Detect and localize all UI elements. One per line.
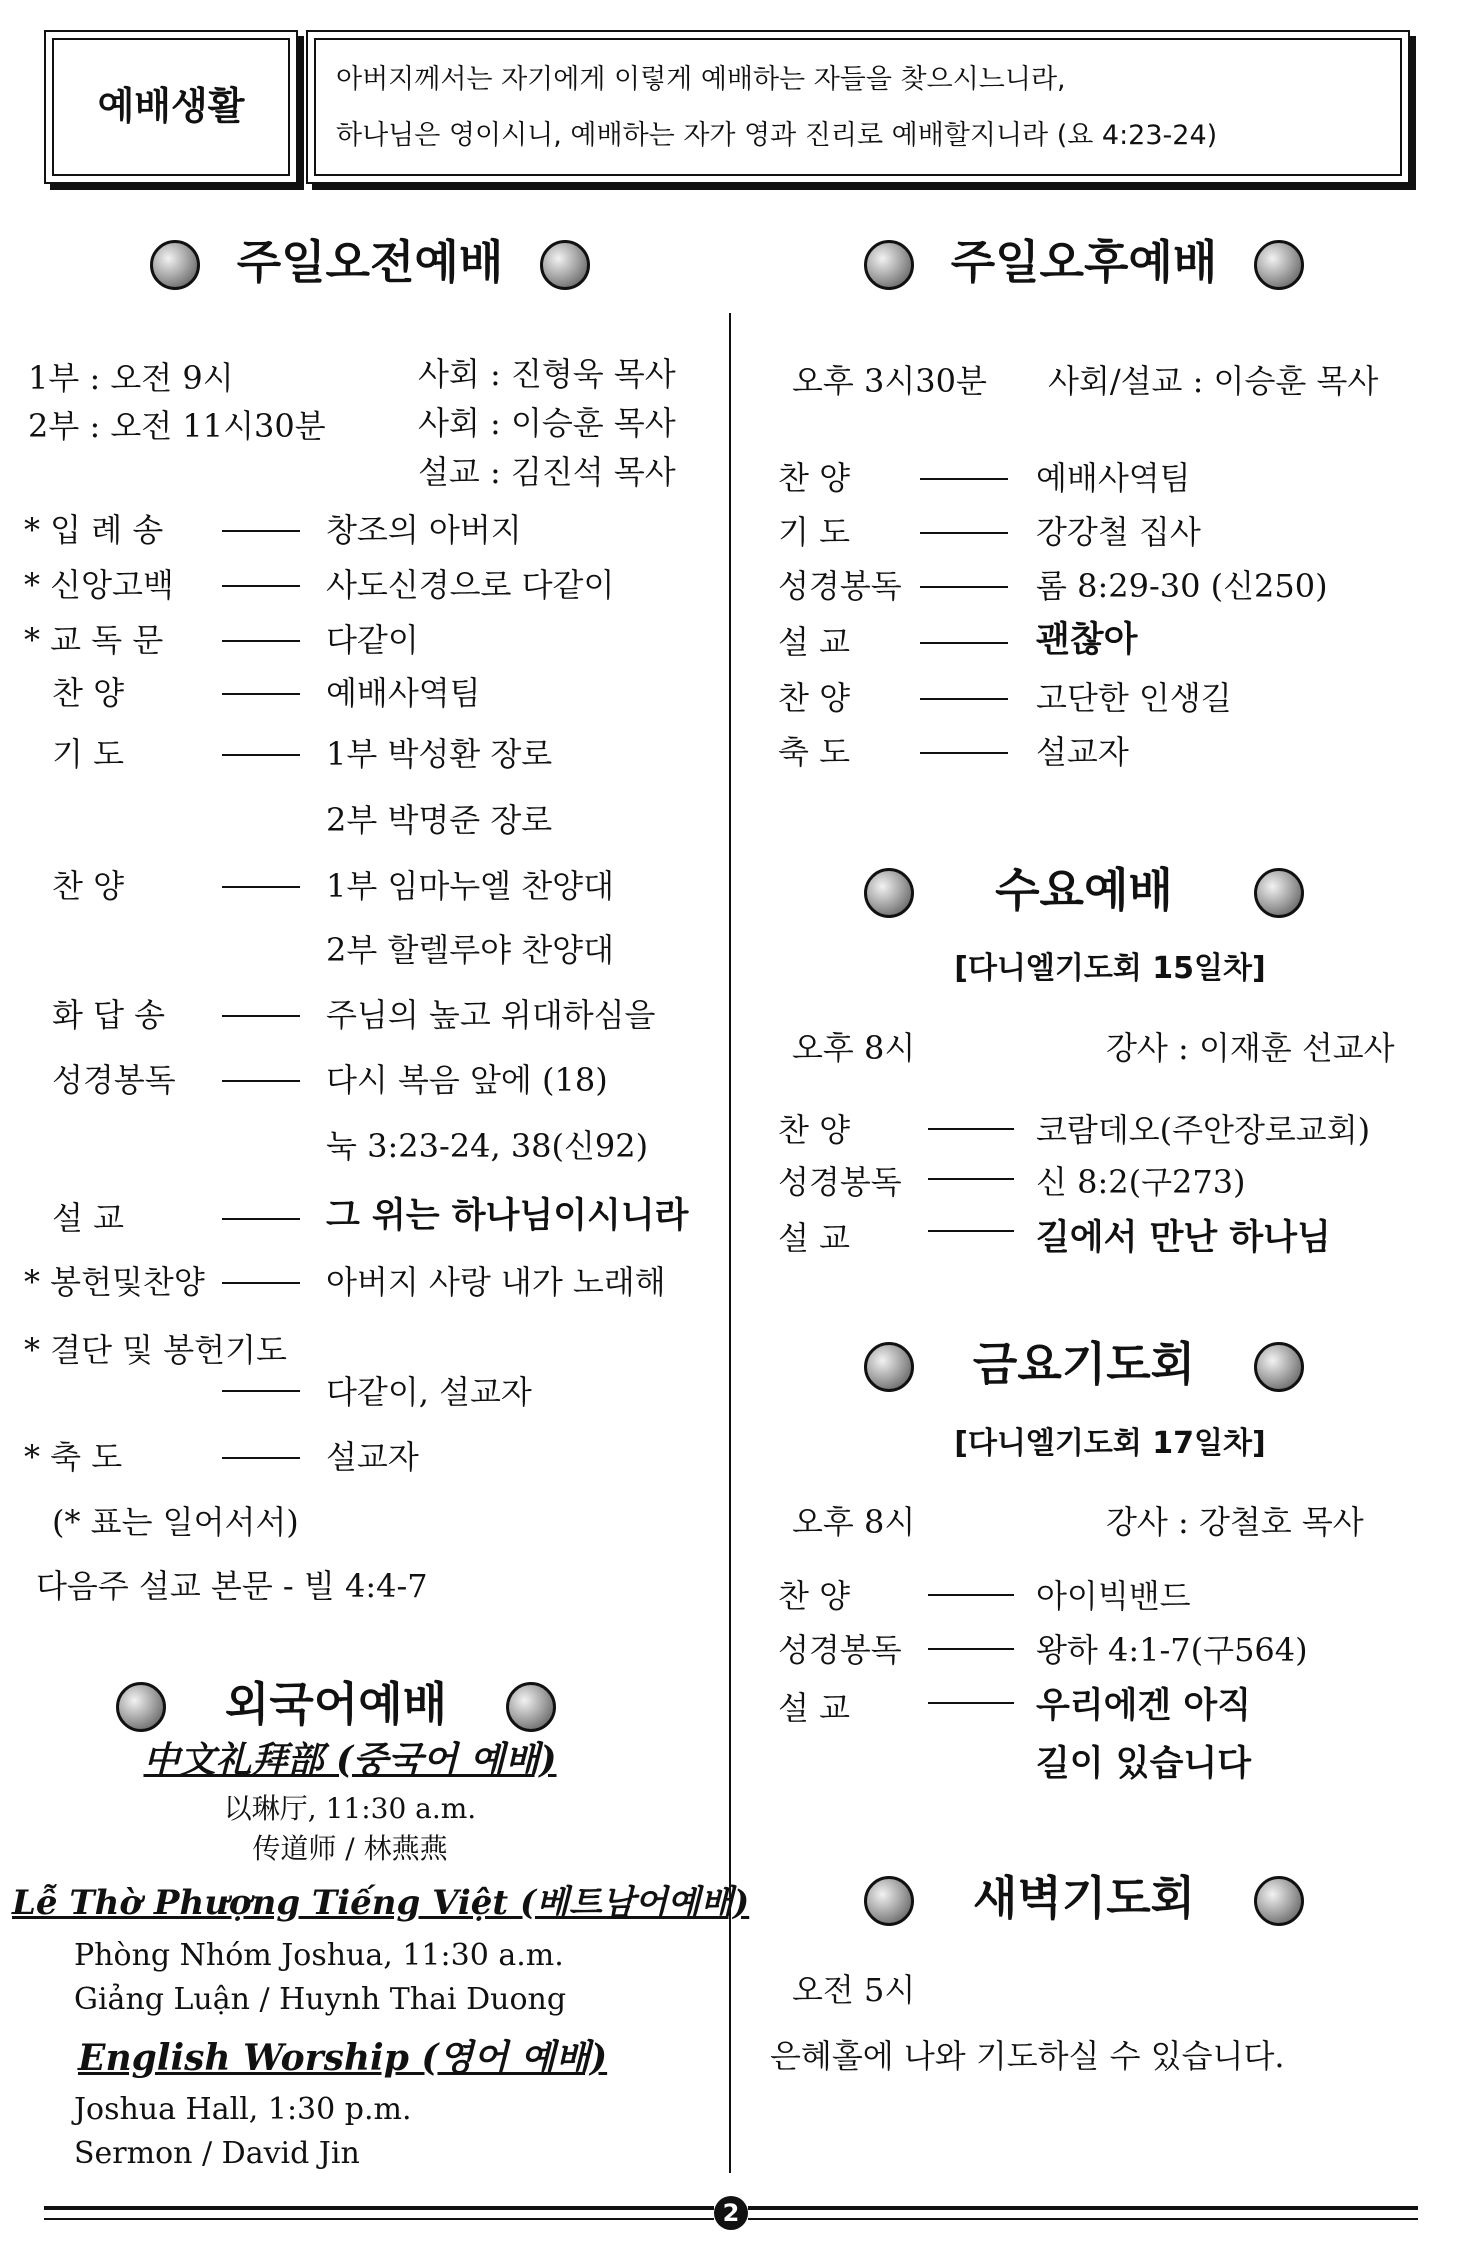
dash-line <box>222 1015 300 1017</box>
dash-line <box>222 1218 300 1220</box>
morning-item-label: * 입 례 송 <box>24 511 164 549</box>
wednesday-item-label: 성경봉독 <box>778 1163 902 1201</box>
morning-time2: 2부 : 오전 11시30분 <box>28 407 326 445</box>
afternoon-item-label: 설 교 <box>778 623 850 661</box>
morning-item-value: 다같이 <box>326 621 419 659</box>
afternoon-item-label: 기 도 <box>778 513 850 551</box>
dash-line <box>920 642 1008 644</box>
morning-item-label: * 봉헌및찬양 <box>24 1263 205 1301</box>
dash-line <box>222 1390 300 1392</box>
afternoon-item-label: 찬 양 <box>778 459 850 497</box>
morning-item-value: 아버지 사랑 내가 노래해 <box>326 1263 666 1301</box>
morning-item-label: * 결단 및 봉헌기도 <box>24 1331 287 1369</box>
morning-item-value2: 눅 3:23-24, 38(신92) <box>326 1127 649 1165</box>
dawn-section-title <box>864 1858 1304 1938</box>
bullet-ball-icon <box>1254 868 1304 918</box>
dash-line <box>920 752 1008 754</box>
wednesday-item-value: 코람데오(주안장로교회) <box>1036 1111 1371 1149</box>
morning-item-value: 창조의 아버지 <box>326 511 522 549</box>
wednesday-time: 오후 8시 <box>792 1029 916 1067</box>
wednesday-subtitle: [다니엘기도회 15일차] <box>954 951 1266 986</box>
foreign-section-title <box>116 1664 556 1744</box>
afternoon-sermon-title: 괜찮아 <box>1036 620 1138 660</box>
friday-item-value: 아이빅밴드 <box>1036 1577 1191 1615</box>
chinese-worship-preacher: 传道师 / 林燕燕 <box>252 1832 448 1865</box>
dash-line <box>222 1457 300 1459</box>
dash-line <box>222 693 300 695</box>
friday-section-title <box>864 1324 1304 1404</box>
dash-line <box>920 698 1008 700</box>
morning-sermon-title: 그 위는 하나님이시니라 <box>326 1196 689 1236</box>
bullet-ball-icon <box>506 1682 556 1732</box>
friday-item-label: 설 교 <box>778 1689 850 1727</box>
header-verse-line1: 아버지께서는 자기에게 이렇게 예배하는 자들을 찾으시느니라, <box>336 64 1066 95</box>
afternoon-item-label: 성경봉독 <box>778 567 902 605</box>
bullet-ball-icon <box>1254 240 1304 290</box>
page-number-text: 2 <box>722 2199 740 2227</box>
morning-item-label: 기 도 <box>52 735 124 773</box>
friday-time: 오후 8시 <box>792 1503 916 1541</box>
chinese-worship-place: 以琳厅, 11:30 a.m. <box>223 1792 477 1825</box>
afternoon-host: 사회/설교 : 이승훈 목사 <box>1048 362 1379 400</box>
footer-rule-right <box>748 2206 1418 2210</box>
wednesday-section-title <box>864 850 1304 930</box>
english-worship-place: Joshua Hall, 1:30 p.m. <box>74 2092 412 2127</box>
wednesday-item-value: 신 8:2(구273) <box>1036 1163 1246 1201</box>
morning-item-value: 다같이, 설교자 <box>326 1373 532 1411</box>
english-worship-preacher: Sermon / David Jin <box>74 2136 360 2171</box>
wednesday-sermon-title: 길에서 만난 하나님 <box>1036 1218 1331 1258</box>
afternoon-item-value: 예배사역팀 <box>1036 459 1191 497</box>
friday-item-label: 찬 양 <box>778 1577 850 1615</box>
afternoon-time: 오후 3시30분 <box>792 362 987 400</box>
friday-sermon-title-line2: 길이 있습니다 <box>1036 1744 1252 1784</box>
header-verse-box <box>306 30 1410 184</box>
afternoon-item-label: 축 도 <box>778 733 850 771</box>
afternoon-item-value: 설교자 <box>1036 733 1129 771</box>
dash-line <box>928 1594 1014 1596</box>
morning-item-value: 주님의 높고 위대하심을 <box>326 996 656 1034</box>
friday-speaker: 강사 : 강철호 목사 <box>1106 1503 1364 1541</box>
morning-time1: 1부 : 오전 9시 <box>28 359 234 397</box>
afternoon-section-title <box>864 222 1304 302</box>
morning-item-label: * 축 도 <box>24 1438 123 1476</box>
morning-item-value2: 2부 박명준 장로 <box>326 801 553 839</box>
morning-item-label: * 교 독 문 <box>24 621 164 659</box>
morning-item-value: 1부 박성환 장로 <box>326 735 553 773</box>
morning-item-label: * 신앙고백 <box>24 566 174 604</box>
dawn-description: 은혜홀에 나와 기도하실 수 있습니다. <box>770 2037 1285 2075</box>
header-verse-line2: 하나님은 영이시니, 예배하는 자가 영과 진리로 예배할지니라 (요 4:23-24) <box>336 120 1218 151</box>
next-sermon: 다음주 설교 본문 - 빌 4:4-7 <box>36 1567 428 1605</box>
dawn-time: 오전 5시 <box>792 1971 916 2009</box>
morning-standing-note: (* 표는 일어서서) <box>52 1503 299 1541</box>
dash-line <box>222 1080 300 1082</box>
dash-line <box>928 1702 1014 1704</box>
morning-title: 주일오전예배 <box>236 235 504 289</box>
morning-item-value: 예배사역팀 <box>326 674 481 712</box>
dawn-title: 새벽기도회 <box>972 1871 1196 1925</box>
wednesday-item-label: 설 교 <box>778 1219 850 1257</box>
wednesday-item-label: 찬 양 <box>778 1111 850 1149</box>
morning-item-label: 찬 양 <box>52 867 124 905</box>
vietnamese-worship-preacher: Giảng Luận / Huynh Thai Duong <box>74 1982 567 2017</box>
friday-title: 금요기도회 <box>972 1337 1196 1391</box>
bullet-ball-icon <box>1254 1876 1304 1926</box>
friday-item-label: 성경봉독 <box>778 1631 902 1669</box>
morning-section-title <box>150 222 590 302</box>
dash-line <box>222 1282 300 1284</box>
morning-item-label: 찬 양 <box>52 674 124 712</box>
header-label: 예배생활 <box>97 84 245 128</box>
wednesday-title: 수요예배 <box>995 863 1173 917</box>
dash-line <box>928 1648 1014 1650</box>
morning-item-value: 1부 임마누엘 찬양대 <box>326 867 614 905</box>
vietnamese-worship-place: Phòng Nhóm Joshua, 11:30 a.m. <box>74 1938 564 1973</box>
morning-item-label: 성경봉독 <box>52 1061 176 1099</box>
morning-preacher: 설교 : 김진석 목사 <box>418 453 676 491</box>
dash-line <box>222 640 300 642</box>
afternoon-item-value: 롬 8:29-30 (신250) <box>1036 567 1328 605</box>
morning-item-label: 화 답 송 <box>52 996 166 1034</box>
morning-item-value: 사도신경으로 다같이 <box>326 566 615 604</box>
dash-line <box>920 532 1008 534</box>
dash-line <box>920 478 1008 480</box>
dash-line <box>222 585 300 587</box>
friday-sermon-title-line1: 우리에겐 아직 <box>1036 1686 1252 1726</box>
english-worship-title: English Worship (영어 예배) <box>78 2037 608 2079</box>
vietnamese-worship-title: Lễ Thờ Phượng Tiếng Việt (베트남어예배) <box>12 1883 750 1923</box>
afternoon-item-value: 고단한 인생길 <box>1036 679 1232 717</box>
dash-line <box>222 754 300 756</box>
bullet-ball-icon <box>540 240 590 290</box>
dash-line <box>928 1230 1014 1232</box>
afternoon-item-value: 강강철 집사 <box>1036 513 1201 551</box>
wednesday-speaker: 강사 : 이재훈 선교사 <box>1106 1029 1395 1067</box>
afternoon-item-label: 찬 양 <box>778 679 850 717</box>
footer-rule-left <box>44 2206 714 2210</box>
footer-rule-left-thin <box>44 2218 714 2220</box>
foreign-title: 외국어예배 <box>224 1677 448 1731</box>
morning-host2: 사회 : 이승훈 목사 <box>418 404 676 442</box>
header-label-box <box>44 30 298 184</box>
friday-item-value: 왕하 4:1-7(구564) <box>1036 1631 1308 1669</box>
footer-rule-right-thin <box>748 2218 1418 2220</box>
page-number <box>714 2196 748 2230</box>
bullet-ball-icon <box>1254 1342 1304 1392</box>
morning-item-value: 다시 복음 앞에 (18) <box>326 1061 608 1099</box>
dash-line <box>928 1178 1014 1180</box>
morning-item-value2: 2부 할렐루야 찬양대 <box>326 931 614 969</box>
morning-item-value: 설교자 <box>326 1438 419 1476</box>
dash-line <box>222 886 300 888</box>
dash-line <box>222 530 300 532</box>
afternoon-title: 주일오후예배 <box>950 235 1218 289</box>
morning-item-label: 설 교 <box>52 1199 124 1237</box>
dash-line <box>920 586 1008 588</box>
friday-subtitle: [다니엘기도회 17일차] <box>954 1426 1266 1461</box>
morning-host1: 사회 : 진형욱 목사 <box>418 355 676 393</box>
chinese-worship-title: 中文礼拜部 (중국어 예배) <box>143 1739 557 1781</box>
dash-line <box>928 1128 1014 1130</box>
